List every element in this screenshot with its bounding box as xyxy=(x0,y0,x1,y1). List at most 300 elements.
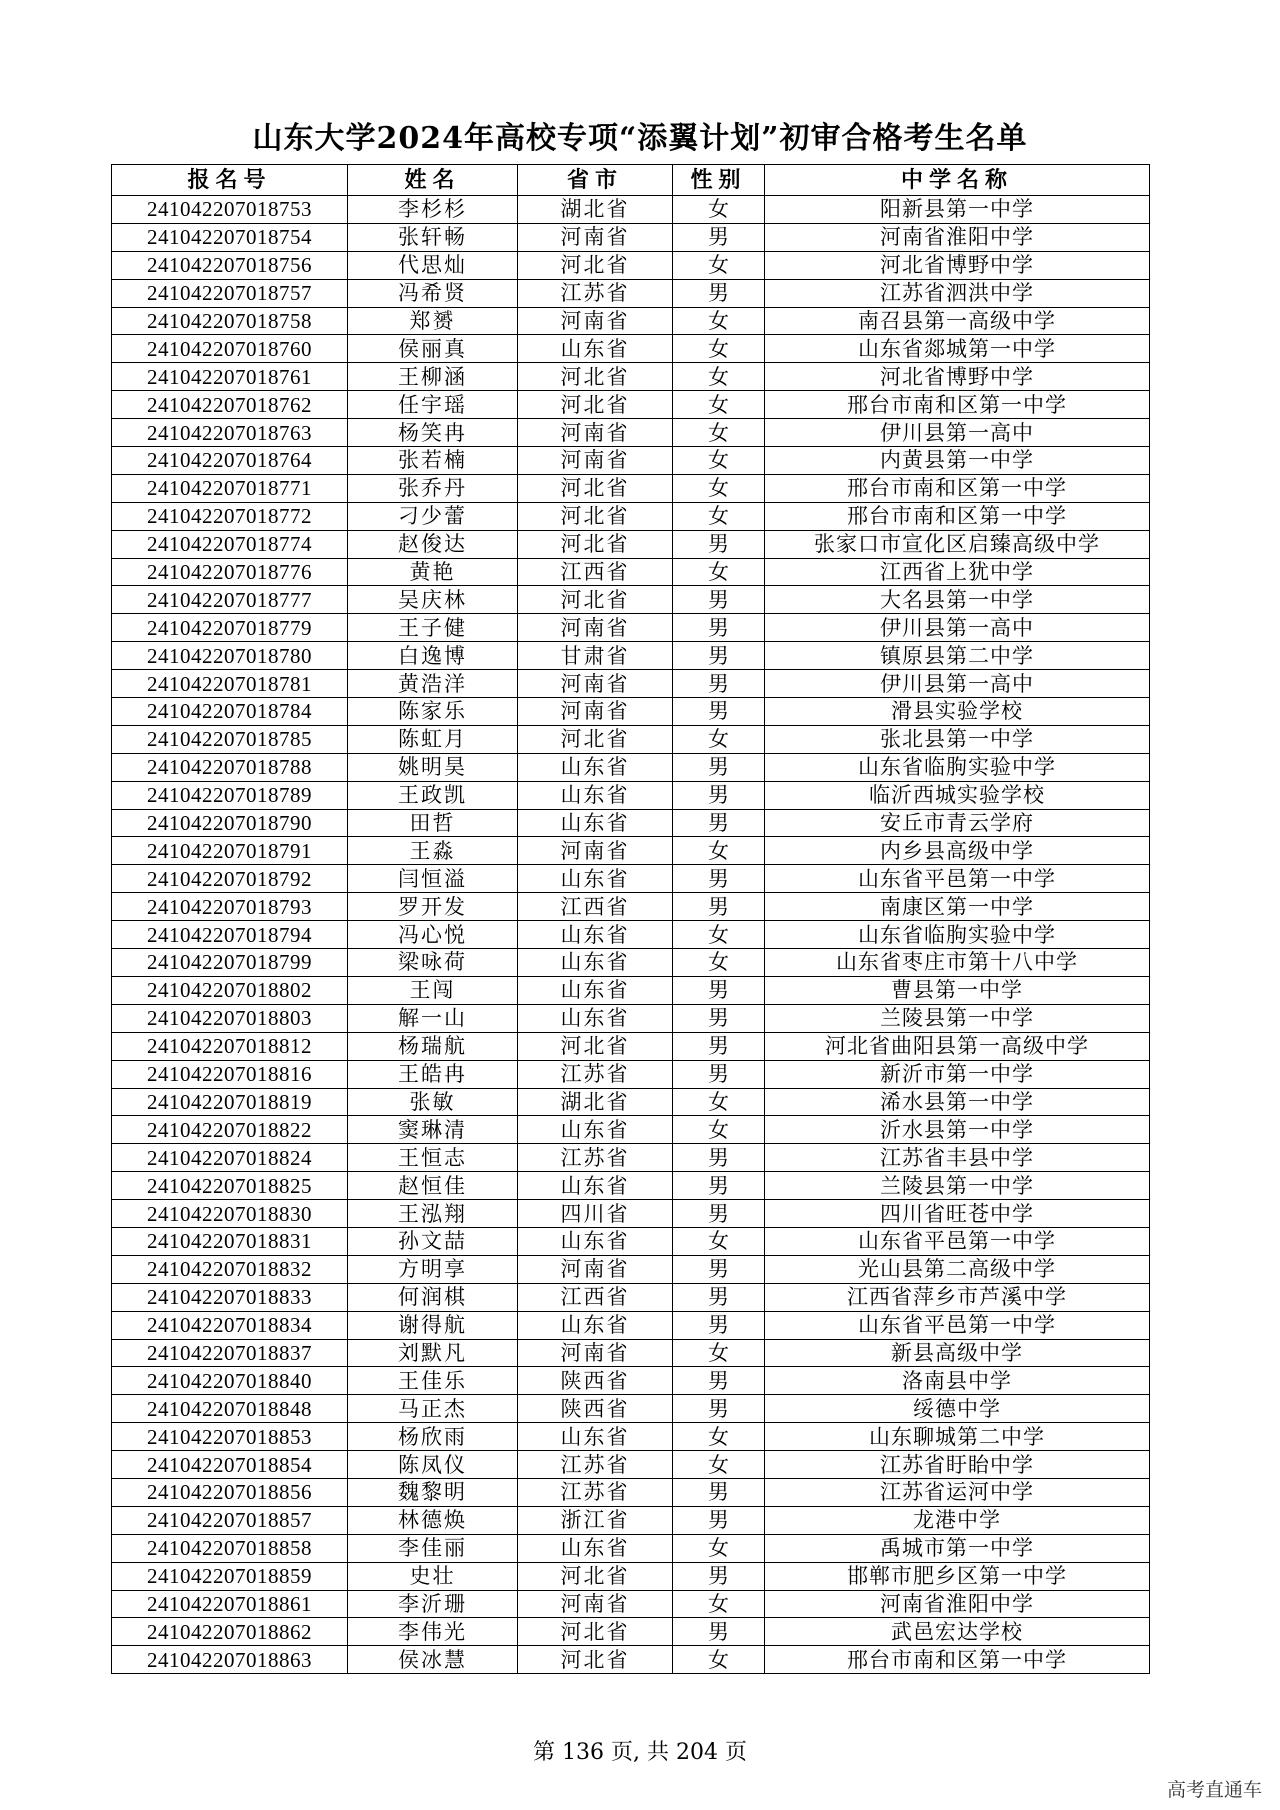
cell-school: 禹城市第一中学 xyxy=(765,1534,1150,1562)
table-row xyxy=(112,1200,1150,1228)
cell-province: 江西省 xyxy=(518,558,673,586)
cell-name: 赵恒佳 xyxy=(348,1172,518,1200)
cell-school: 河北省博野中学 xyxy=(765,363,1150,391)
cell-registration-number: 241042207018861 xyxy=(112,1590,348,1618)
table-row xyxy=(112,1618,1150,1646)
cell-gender: 男 xyxy=(673,1144,765,1172)
cell-province: 河南省 xyxy=(518,1255,673,1283)
cell-name: 王淼 xyxy=(348,837,518,865)
cell-gender: 女 xyxy=(673,502,765,530)
table-row xyxy=(112,781,1150,809)
cell-registration-number: 241042207018756 xyxy=(112,251,348,279)
cell-province: 浙江省 xyxy=(518,1506,673,1534)
table-row xyxy=(112,837,1150,865)
cell-name: 林德焕 xyxy=(348,1506,518,1534)
table-row xyxy=(112,865,1150,893)
table-row xyxy=(112,921,1150,949)
cell-school: 山东省平邑第一中学 xyxy=(765,865,1150,893)
cell-name: 王皓冉 xyxy=(348,1060,518,1088)
cell-school: 安丘市青云学府 xyxy=(765,809,1150,837)
cell-province: 江苏省 xyxy=(518,1478,673,1506)
table-row xyxy=(112,1283,1150,1311)
cell-registration-number: 241042207018754 xyxy=(112,223,348,251)
cell-registration-number: 241042207018764 xyxy=(112,447,348,475)
cell-gender: 女 xyxy=(673,921,765,949)
cell-school: 江苏省丰县中学 xyxy=(765,1144,1150,1172)
cell-name: 杨笑冉 xyxy=(348,419,518,447)
table-row xyxy=(112,530,1150,558)
cell-name: 王闯 xyxy=(348,976,518,1004)
cell-gender: 男 xyxy=(673,1562,765,1590)
cell-name: 王子健 xyxy=(348,614,518,642)
cell-name: 罗开发 xyxy=(348,893,518,921)
table-row xyxy=(112,1172,1150,1200)
cell-registration-number: 241042207018777 xyxy=(112,586,348,614)
cell-school: 新县高级中学 xyxy=(765,1339,1150,1367)
cell-gender: 男 xyxy=(673,1283,765,1311)
cell-province: 江苏省 xyxy=(518,1144,673,1172)
cell-name: 李伟光 xyxy=(348,1618,518,1646)
cell-province: 江苏省 xyxy=(518,1451,673,1479)
cell-school: 武邑宏达学校 xyxy=(765,1618,1150,1646)
cell-name: 陈虹月 xyxy=(348,725,518,753)
cell-name: 方明享 xyxy=(348,1255,518,1283)
cell-registration-number: 241042207018856 xyxy=(112,1478,348,1506)
table-row xyxy=(112,447,1150,475)
cell-province: 江苏省 xyxy=(518,1060,673,1088)
cell-province: 河南省 xyxy=(518,698,673,726)
table-row xyxy=(112,223,1150,251)
header-province: 省市 xyxy=(518,165,673,196)
cell-name: 魏黎明 xyxy=(348,1478,518,1506)
cell-school: 山东聊城第二中学 xyxy=(765,1423,1150,1451)
cell-province: 河南省 xyxy=(518,1339,673,1367)
table-row xyxy=(112,1478,1150,1506)
cell-gender: 男 xyxy=(673,753,765,781)
cell-registration-number: 241042207018803 xyxy=(112,1004,348,1032)
cell-registration-number: 241042207018753 xyxy=(112,196,348,224)
cell-name: 孙文喆 xyxy=(348,1227,518,1255)
cell-province: 河北省 xyxy=(518,251,673,279)
cell-province: 河北省 xyxy=(518,1618,673,1646)
cell-gender: 男 xyxy=(673,809,765,837)
cell-province: 河北省 xyxy=(518,1032,673,1060)
cell-registration-number: 241042207018830 xyxy=(112,1200,348,1228)
cell-school: 南康区第一中学 xyxy=(765,893,1150,921)
cell-school: 大名县第一中学 xyxy=(765,586,1150,614)
cell-province: 山东省 xyxy=(518,809,673,837)
cell-province: 山东省 xyxy=(518,1311,673,1339)
table-row xyxy=(112,1116,1150,1144)
cell-province: 河北省 xyxy=(518,391,673,419)
header-school: 中学名称 xyxy=(765,165,1150,196)
table-row xyxy=(112,391,1150,419)
table-row xyxy=(112,698,1150,726)
cell-gender: 男 xyxy=(673,1478,765,1506)
cell-name: 姚明昊 xyxy=(348,753,518,781)
table-row xyxy=(112,1144,1150,1172)
cell-name: 张若楠 xyxy=(348,447,518,475)
table-row xyxy=(112,502,1150,530)
table-row xyxy=(112,1395,1150,1423)
table-row xyxy=(112,586,1150,614)
cell-province: 河北省 xyxy=(518,725,673,753)
cell-gender: 女 xyxy=(673,1116,765,1144)
cell-school: 山东省郯城第一中学 xyxy=(765,335,1150,363)
cell-gender: 女 xyxy=(673,1423,765,1451)
table-row xyxy=(112,558,1150,586)
cell-gender: 女 xyxy=(673,837,765,865)
cell-school: 兰陵县第一中学 xyxy=(765,1172,1150,1200)
cell-gender: 男 xyxy=(673,1506,765,1534)
table-row xyxy=(112,725,1150,753)
cell-name: 谢得航 xyxy=(348,1311,518,1339)
cell-registration-number: 241042207018792 xyxy=(112,865,348,893)
table-row xyxy=(112,976,1150,1004)
cell-province: 江西省 xyxy=(518,893,673,921)
cell-school: 内黄县第一中学 xyxy=(765,447,1150,475)
cell-province: 山东省 xyxy=(518,1172,673,1200)
cell-province: 山东省 xyxy=(518,1116,673,1144)
cell-name: 李佳丽 xyxy=(348,1534,518,1562)
cell-name: 陈凤仪 xyxy=(348,1451,518,1479)
cell-registration-number: 241042207018825 xyxy=(112,1172,348,1200)
cell-gender: 女 xyxy=(673,363,765,391)
cell-school: 山东省临朐实验中学 xyxy=(765,753,1150,781)
cell-school: 绥德中学 xyxy=(765,1395,1150,1423)
cell-registration-number: 241042207018822 xyxy=(112,1116,348,1144)
cell-name: 王恒志 xyxy=(348,1144,518,1172)
cell-province: 河南省 xyxy=(518,670,673,698)
cell-province: 河南省 xyxy=(518,419,673,447)
cell-registration-number: 241042207018831 xyxy=(112,1227,348,1255)
cell-gender: 男 xyxy=(673,698,765,726)
cell-name: 黄浩洋 xyxy=(348,670,518,698)
cell-school: 伊川县第一高中 xyxy=(765,614,1150,642)
cell-province: 山东省 xyxy=(518,753,673,781)
table-row xyxy=(112,335,1150,363)
cell-gender: 女 xyxy=(673,419,765,447)
cell-school: 沂水县第一中学 xyxy=(765,1116,1150,1144)
cell-registration-number: 241042207018802 xyxy=(112,976,348,1004)
cell-name: 陈家乐 xyxy=(348,698,518,726)
table-row xyxy=(112,670,1150,698)
cell-school: 河南省淮阳中学 xyxy=(765,1590,1150,1618)
cell-registration-number: 241042207018812 xyxy=(112,1032,348,1060)
cell-province: 河北省 xyxy=(518,474,673,502)
cell-province: 陕西省 xyxy=(518,1395,673,1423)
table-row xyxy=(112,1227,1150,1255)
cell-registration-number: 241042207018816 xyxy=(112,1060,348,1088)
cell-registration-number: 241042207018789 xyxy=(112,781,348,809)
cell-gender: 女 xyxy=(673,558,765,586)
cell-registration-number: 241042207018794 xyxy=(112,921,348,949)
cell-name: 闫恒溢 xyxy=(348,865,518,893)
cell-school: 江西省萍乡市芦溪中学 xyxy=(765,1283,1150,1311)
cell-province: 河北省 xyxy=(518,586,673,614)
cell-gender: 男 xyxy=(673,1618,765,1646)
cell-province: 河北省 xyxy=(518,1562,673,1590)
cell-school: 山东省平邑第一中学 xyxy=(765,1227,1150,1255)
cell-registration-number: 241042207018781 xyxy=(112,670,348,698)
cell-name: 王泓翔 xyxy=(348,1200,518,1228)
cell-name: 侯冰慧 xyxy=(348,1646,518,1674)
table-row xyxy=(112,1339,1150,1367)
cell-name: 王佳乐 xyxy=(348,1367,518,1395)
cell-gender: 男 xyxy=(673,1311,765,1339)
cell-gender: 女 xyxy=(673,474,765,502)
cell-name: 冯心悦 xyxy=(348,921,518,949)
cell-province: 河南省 xyxy=(518,837,673,865)
cell-name: 解一山 xyxy=(348,1004,518,1032)
cell-gender: 女 xyxy=(673,447,765,475)
cell-name: 张敏 xyxy=(348,1088,518,1116)
cell-gender: 男 xyxy=(673,1004,765,1032)
cell-name: 窦琳清 xyxy=(348,1116,518,1144)
table-row xyxy=(112,1060,1150,1088)
cell-registration-number: 241042207018840 xyxy=(112,1367,348,1395)
cell-name: 李沂珊 xyxy=(348,1590,518,1618)
cell-name: 刘默凡 xyxy=(348,1339,518,1367)
cell-province: 河北省 xyxy=(518,1646,673,1674)
cell-school: 邢台市南和区第一中学 xyxy=(765,474,1150,502)
cell-province: 山东省 xyxy=(518,949,673,977)
table-row xyxy=(112,809,1150,837)
cell-gender: 女 xyxy=(673,1590,765,1618)
cell-gender: 男 xyxy=(673,1395,765,1423)
table-row xyxy=(112,1506,1150,1534)
cell-province: 江西省 xyxy=(518,1283,673,1311)
table-row xyxy=(112,1451,1150,1479)
cell-gender: 女 xyxy=(673,196,765,224)
cell-gender: 女 xyxy=(673,391,765,419)
cell-name: 王柳涵 xyxy=(348,363,518,391)
cell-registration-number: 241042207018760 xyxy=(112,335,348,363)
cell-name: 冯希贤 xyxy=(348,279,518,307)
cell-registration-number: 241042207018784 xyxy=(112,698,348,726)
cell-registration-number: 241042207018799 xyxy=(112,949,348,977)
cell-province: 山东省 xyxy=(518,1423,673,1451)
cell-school: 曹县第一中学 xyxy=(765,976,1150,1004)
cell-registration-number: 241042207018771 xyxy=(112,474,348,502)
cell-province: 湖北省 xyxy=(518,1088,673,1116)
cell-registration-number: 241042207018833 xyxy=(112,1283,348,1311)
cell-registration-number: 241042207018837 xyxy=(112,1339,348,1367)
cell-gender: 女 xyxy=(673,1534,765,1562)
cell-gender: 女 xyxy=(673,307,765,335)
table-row xyxy=(112,893,1150,921)
cell-name: 田哲 xyxy=(348,809,518,837)
cell-name: 何润棋 xyxy=(348,1283,518,1311)
candidate-table xyxy=(111,164,1150,1674)
cell-school: 张家口市宣化区启臻高级中学 xyxy=(765,530,1150,558)
table-row xyxy=(112,1562,1150,1590)
cell-school: 邢台市南和区第一中学 xyxy=(765,1646,1150,1674)
watermark: 高考直通车 xyxy=(1166,1779,1262,1801)
cell-registration-number: 241042207018859 xyxy=(112,1562,348,1590)
cell-school: 滑县实验学校 xyxy=(765,698,1150,726)
cell-school: 洛南县中学 xyxy=(765,1367,1150,1395)
table-row xyxy=(112,1534,1150,1562)
table-row xyxy=(112,307,1150,335)
cell-registration-number: 241042207018824 xyxy=(112,1144,348,1172)
cell-registration-number: 241042207018776 xyxy=(112,558,348,586)
cell-school: 四川省旺苍中学 xyxy=(765,1200,1150,1228)
cell-province: 陕西省 xyxy=(518,1367,673,1395)
cell-name: 白逸博 xyxy=(348,642,518,670)
table-row xyxy=(112,251,1150,279)
cell-registration-number: 241042207018761 xyxy=(112,363,348,391)
table-row xyxy=(112,1590,1150,1618)
cell-name: 赵俊达 xyxy=(348,530,518,558)
cell-gender: 男 xyxy=(673,279,765,307)
cell-registration-number: 241042207018832 xyxy=(112,1255,348,1283)
cell-school: 江苏省泗洪中学 xyxy=(765,279,1150,307)
cell-gender: 男 xyxy=(673,1172,765,1200)
cell-gender: 女 xyxy=(673,1088,765,1116)
cell-school: 龙港中学 xyxy=(765,1506,1150,1534)
cell-school: 兰陵县第一中学 xyxy=(765,1004,1150,1032)
cell-province: 甘肃省 xyxy=(518,642,673,670)
cell-school: 镇原县第二中学 xyxy=(765,642,1150,670)
cell-registration-number: 241042207018757 xyxy=(112,279,348,307)
cell-gender: 男 xyxy=(673,1367,765,1395)
cell-gender: 女 xyxy=(673,725,765,753)
cell-school: 内乡县高级中学 xyxy=(765,837,1150,865)
cell-name: 杨瑞航 xyxy=(348,1032,518,1060)
cell-province: 江苏省 xyxy=(518,279,673,307)
cell-province: 山东省 xyxy=(518,1004,673,1032)
cell-province: 河北省 xyxy=(518,530,673,558)
cell-name: 李杉杉 xyxy=(348,196,518,224)
table-row xyxy=(112,949,1150,977)
cell-name: 王政凯 xyxy=(348,781,518,809)
cell-school: 邢台市南和区第一中学 xyxy=(765,391,1150,419)
cell-gender: 男 xyxy=(673,781,765,809)
cell-name: 张轩畅 xyxy=(348,223,518,251)
cell-gender: 女 xyxy=(673,1451,765,1479)
cell-school: 江西省上犹中学 xyxy=(765,558,1150,586)
table-row xyxy=(112,419,1150,447)
cell-gender: 男 xyxy=(673,223,765,251)
cell-gender: 女 xyxy=(673,1339,765,1367)
cell-registration-number: 241042207018790 xyxy=(112,809,348,837)
cell-school: 河北省曲阳县第一高级中学 xyxy=(765,1032,1150,1060)
cell-province: 山东省 xyxy=(518,335,673,363)
cell-school: 江苏省盱眙中学 xyxy=(765,1451,1150,1479)
cell-school: 阳新县第一中学 xyxy=(765,196,1150,224)
table-row xyxy=(112,753,1150,781)
header-registration-number: 报名号 xyxy=(112,165,348,196)
cell-gender: 男 xyxy=(673,976,765,1004)
cell-province: 山东省 xyxy=(518,865,673,893)
cell-name: 代思灿 xyxy=(348,251,518,279)
cell-name: 杨欣雨 xyxy=(348,1423,518,1451)
cell-school: 邯郸市肥乡区第一中学 xyxy=(765,1562,1150,1590)
page-number: 第 136 页, 共 204 页 xyxy=(533,1740,747,1765)
cell-registration-number: 241042207018788 xyxy=(112,753,348,781)
cell-gender: 男 xyxy=(673,586,765,614)
cell-registration-number: 241042207018785 xyxy=(112,725,348,753)
cell-name: 马正杰 xyxy=(348,1395,518,1423)
cell-gender: 男 xyxy=(673,614,765,642)
cell-school: 河南省淮阳中学 xyxy=(765,223,1150,251)
cell-registration-number: 241042207018819 xyxy=(112,1088,348,1116)
cell-registration-number: 241042207018863 xyxy=(112,1646,348,1674)
table-row xyxy=(112,614,1150,642)
table-row xyxy=(112,1004,1150,1032)
cell-school: 南召县第一高级中学 xyxy=(765,307,1150,335)
cell-gender: 女 xyxy=(673,949,765,977)
table-row xyxy=(112,279,1150,307)
cell-province: 山东省 xyxy=(518,1534,673,1562)
cell-school: 邢台市南和区第一中学 xyxy=(765,502,1150,530)
cell-school: 伊川县第一高中 xyxy=(765,670,1150,698)
cell-gender: 男 xyxy=(673,670,765,698)
header-gender: 性别 xyxy=(673,165,765,196)
cell-province: 湖北省 xyxy=(518,196,673,224)
cell-gender: 女 xyxy=(673,1646,765,1674)
cell-name: 史壮 xyxy=(348,1562,518,1590)
table-row xyxy=(112,474,1150,502)
table-row xyxy=(112,1423,1150,1451)
cell-school: 新沂市第一中学 xyxy=(765,1060,1150,1088)
table-row xyxy=(112,196,1150,224)
cell-province: 山东省 xyxy=(518,1227,673,1255)
cell-province: 河南省 xyxy=(518,1590,673,1618)
table-row xyxy=(112,642,1150,670)
cell-registration-number: 241042207018853 xyxy=(112,1423,348,1451)
cell-gender: 女 xyxy=(673,251,765,279)
cell-gender: 男 xyxy=(673,1060,765,1088)
cell-province: 河南省 xyxy=(518,614,673,642)
cell-registration-number: 241042207018780 xyxy=(112,642,348,670)
cell-registration-number: 241042207018774 xyxy=(112,530,348,558)
cell-registration-number: 241042207018834 xyxy=(112,1311,348,1339)
cell-registration-number: 241042207018862 xyxy=(112,1618,348,1646)
cell-school: 山东省临朐实验中学 xyxy=(765,921,1150,949)
cell-school: 河北省博野中学 xyxy=(765,251,1150,279)
table-row xyxy=(112,1088,1150,1116)
cell-name: 刁少蕾 xyxy=(348,502,518,530)
cell-registration-number: 241042207018772 xyxy=(112,502,348,530)
cell-gender: 女 xyxy=(673,1227,765,1255)
cell-registration-number: 241042207018791 xyxy=(112,837,348,865)
cell-province: 四川省 xyxy=(518,1200,673,1228)
cell-gender: 女 xyxy=(673,335,765,363)
cell-registration-number: 241042207018857 xyxy=(112,1506,348,1534)
cell-registration-number: 241042207018779 xyxy=(112,614,348,642)
cell-gender: 男 xyxy=(673,530,765,558)
cell-name: 黄艳 xyxy=(348,558,518,586)
cell-province: 山东省 xyxy=(518,976,673,1004)
cell-registration-number: 241042207018763 xyxy=(112,419,348,447)
table-row xyxy=(112,1646,1150,1674)
cell-school: 临沂西城实验学校 xyxy=(765,781,1150,809)
cell-school: 伊川县第一高中 xyxy=(765,419,1150,447)
cell-name: 吴庆林 xyxy=(348,586,518,614)
cell-school: 江苏省运河中学 xyxy=(765,1478,1150,1506)
table-row xyxy=(112,363,1150,391)
cell-registration-number: 241042207018762 xyxy=(112,391,348,419)
table-row xyxy=(112,1255,1150,1283)
document-title: 山东大学2024年高校专项“添翼计划”初审合格考生名单 xyxy=(252,121,1028,156)
cell-registration-number: 241042207018758 xyxy=(112,307,348,335)
cell-school: 张北县第一中学 xyxy=(765,725,1150,753)
cell-province: 河北省 xyxy=(518,363,673,391)
cell-province: 河南省 xyxy=(518,447,673,475)
cell-name: 张乔丹 xyxy=(348,474,518,502)
